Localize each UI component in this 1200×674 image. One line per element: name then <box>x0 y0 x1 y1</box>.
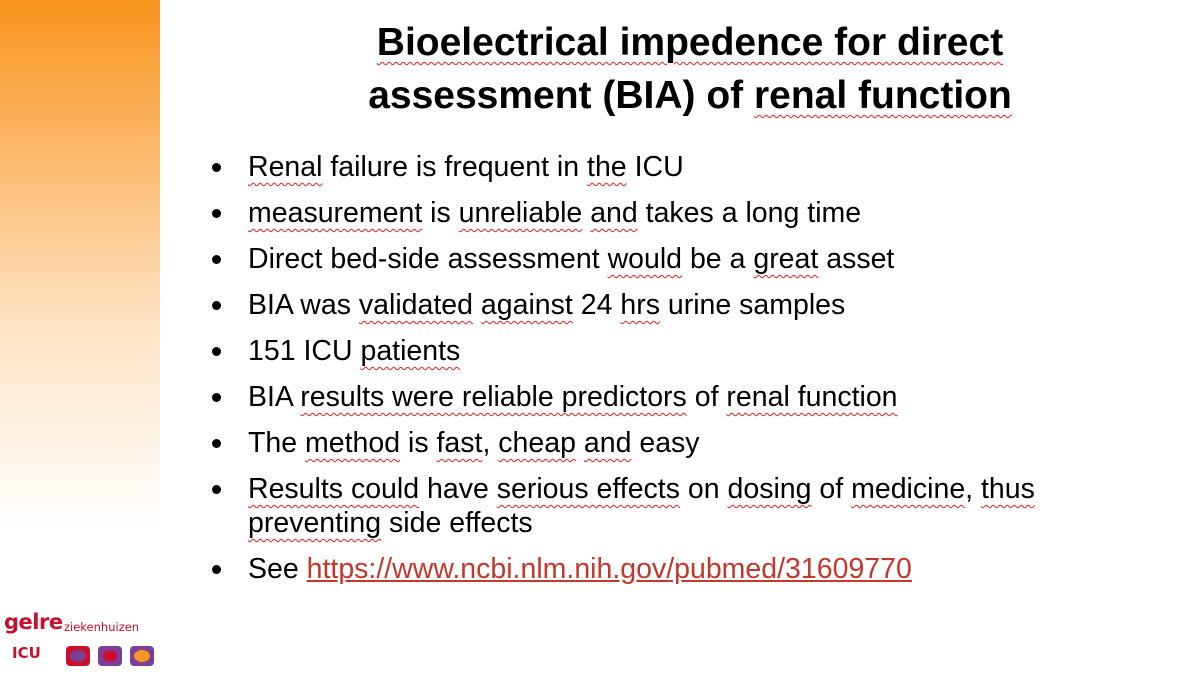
slide-title <box>240 16 1140 122</box>
gelre-icu-logo <box>4 610 160 670</box>
list-item: See https://www.ncbi.nlm.nih.gov/pubmed/31609770 <box>212 552 1172 586</box>
pubmed-link[interactable]: https://www.ncbi.nlm.nih.gov/pubmed/31609770 <box>306 553 912 585</box>
title-line-1: Bioelectrical impedence for direct <box>376 21 1004 64</box>
bullet-list <box>212 150 1172 598</box>
bullet-icon <box>212 393 221 402</box>
bullet-icon <box>212 255 221 264</box>
list-item: 151 ICU patients <box>212 334 1172 368</box>
list-item: Renal failure is frequent in the ICU <box>212 150 1172 184</box>
list-item: BIA results were reliable predictors of renal function <box>212 380 1172 414</box>
list-item: The method is fast, cheap and easy <box>212 426 1172 460</box>
logo-squares-icon <box>64 643 160 669</box>
logo-subtitle: ziekenhuizen <box>64 620 140 634</box>
bullet-icon <box>212 347 221 356</box>
logo-brand: gelre <box>4 610 63 634</box>
sidebar-gradient <box>0 0 160 674</box>
list-item: Direct bed-side assessment would be a great asset <box>212 242 1172 276</box>
list-item: BIA was validated against 24 hrs urine samples <box>212 288 1172 322</box>
bullet-icon <box>212 485 221 494</box>
logo-unit: ICU <box>12 644 41 662</box>
list-item: measurement is unreliable and takes a long time <box>212 196 1172 230</box>
bullet-icon <box>212 301 221 310</box>
bullet-icon <box>212 209 221 218</box>
title-line-2: assessment (BIA) of renal function <box>368 74 1012 117</box>
bullet-icon <box>212 163 221 172</box>
bullet-icon <box>212 439 221 448</box>
list-item: Results could have serious effects on dosing of medicine, thus preventing side effects <box>212 472 1172 540</box>
bullet-icon <box>212 565 221 574</box>
